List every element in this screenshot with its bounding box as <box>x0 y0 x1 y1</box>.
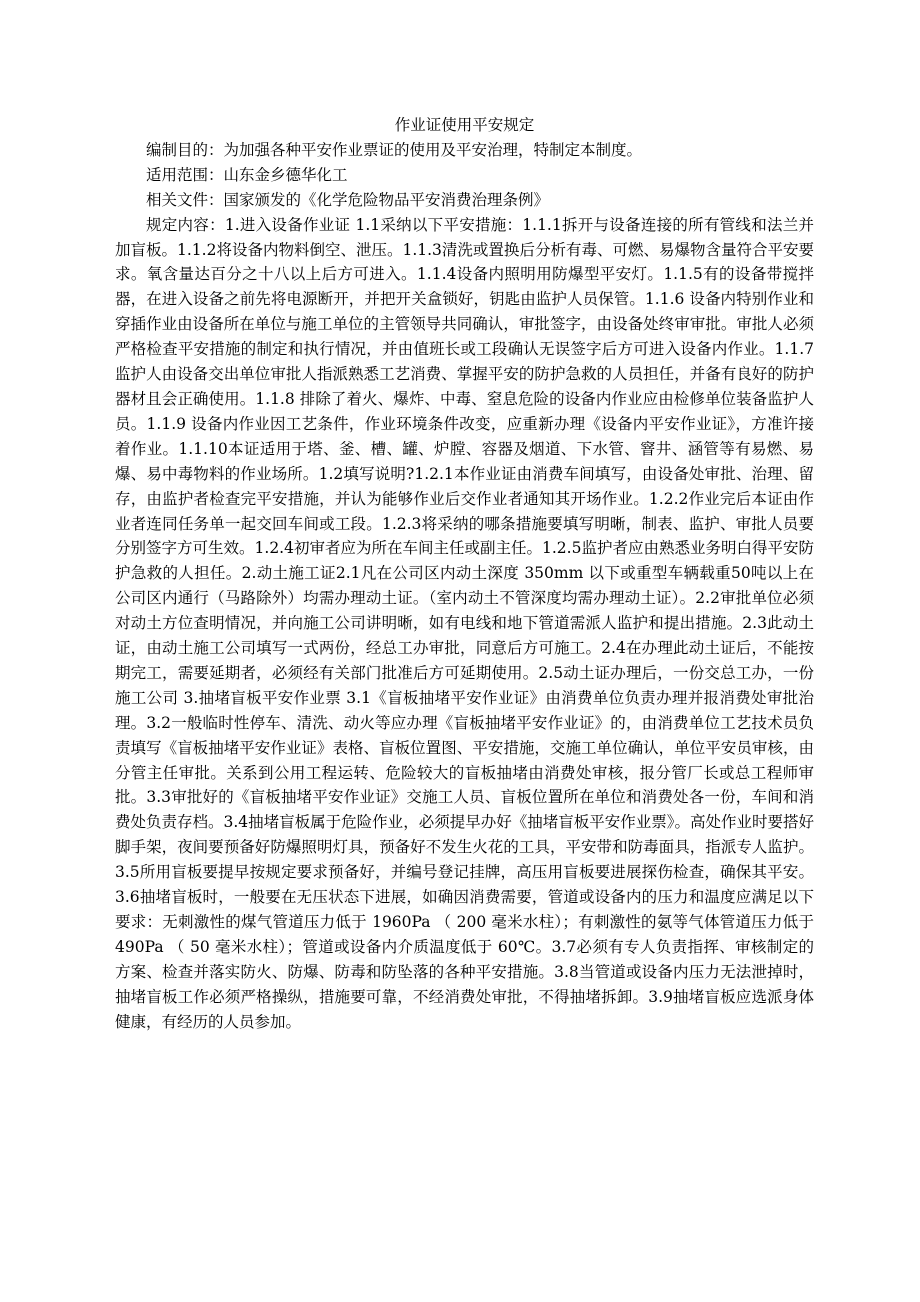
document-title: 作业证使用平安规定 <box>394 116 535 134</box>
regulation-content-paragraph: 规定内容：1.进入设备作业证 1.1采纳以下平安措施：1.1.1拆开与设备连接的所有管线和法兰并加盲板。1.1.2将设备内物料倒空、泄压。1.1.3清洗或置换后分析有毒、可燃、易爆物含量符合平安要求。氧含量达百分之十八以上后方可进入。1.1.4设备内照明用防爆型平安灯。1.1.5有的设备带搅拌器，在进入设备之前先将电源断开，并把开关盒锁好，钥匙由监护人员保管。1.1.6 设备内特别作业和穿插作业由设备所在单位与施工单位的主管领导共同确认，审批签字，由设备处终审审批。审批人必须严格检查平安措施的制定和执行情况，并由值班长或工段确认无误签字后方可进入设备内作业。1.1.7 监护人由设备交出单位审批人指派熟悉工艺消费、掌握平安的防护急救的人员担任，并备有良好的防护器材且会正确使用。1.1.8 排除了着火、爆炸、中毒、窒息危险的设备内作业应由检修单位装备监护人员。1.1.9 设备内作业因工艺条件，作业环境条件改变，应重新办理《设备内平安作业证》，方准许接着作业。1.1.10本证适用于塔、釜、槽、罐、炉膛、容器及烟道、下水管、窨井、涵管等有易燃、易爆、易中毒物料的作业场所。1.2填写说明?1.2.1本作业证由消费车间填写，由设备处审批、治理、留存，由监护者检查完平安措施，并认为能够作业后交作业者通知其开场作业。1.2.2作业完后本证由作业者连同任务单一起交回车间或工段。1.2.3将采纳的哪条措施要填写明晰，制表、监护、审批人员要分别签字方可生效。1.2.4初审者应为所在车间主任或副主任。1.2.5监护者应由熟悉业务明白得平安防护急救的人担任。2.动土施工证2.1凡在公司区内动土深度 350mm 以下或重型车辆载重50吨以上在公司区内通行（马路除外）均需办理动土证。（室内动土不管深度均需办理动土证）。2.2审批单位必须对动土方位查明情况，并向施工公司讲明晰，如有电线和地下管道需派人监护和提出措施。2.3此动土证，由动土施工公司填写一式两份，经总工办审批，同意后方可施工。2.4在办理此动土证后，不能按期完工，需要延期者，必须经有关部门批准后方可延期使用。2.5动土证办理后，一份交总工办，一份施工公司 3.抽堵盲板平安作业票 3.1《盲板抽堵平安作业证》由消费单位负责办理并报消费处审批治理。3.2一般临时性停车、清洗、动火等应办理《盲板抽堵平安作业证》的，由消费单位工艺技术员负责填写《盲板抽堵平安作业证》表格、盲板位置图、平安措施，交施工单位确认，单位平安员审核，由分管主任审批。关系到公用工程运转、危险较大的盲板抽堵由消费处审核，报分管厂长或总工程师审批。3.3审批好的《盲板抽堵平安作业证》交施工人员、盲板位置所在单位和消费处各一份，车间和消费处负责存档。3.4抽堵盲板属于危险作业，必须提早办好《抽堵盲板平安作业票》。高处作业时要搭好脚手架，夜间要预备好防爆照明灯具，预备好不发生火花的工具，平安带和防毒面具，指派专人监护。3.5所用盲板要提早按规定要求预备好，并编号登记挂牌，高压用盲板要进展探伤检查，确保其平安。3.6抽堵盲板时，一般要在无压状态下进展，如确因消费需要，管道或设备内的压力和温度应满足以下要求：无刺激性的煤气管道压力低于 1960Pa （ 200 毫米水柱）；有刺激性的氨等气体管道压力低于 490Pa （ 50 毫米水柱）；管道或设备内介质温度低于 60℃。3.7必须有专人负责指挥、审核制定的方案、检查并落实防火、防爆、防毒和防坠落的各种平安措施。3.8当管道或设备内压力无法泄掉时，抽堵盲板工作必须严格操纵，措施要可靠，不经消费处审批，不得抽堵拆卸。3.9抽堵盲板应选派身体健康，有经历的人员参加。 <box>115 215 814 1031</box>
document-body <box>115 113 814 1035</box>
purpose-paragraph: 编制目的：为加强各种平安作业票证的使用及平安治理，特制定本制度。 <box>146 140 643 159</box>
scope-paragraph: 适用范围：山东金乡德华化工 <box>146 165 348 184</box>
related-documents-paragraph: 相关文件：国家颁发的《化学危险物品平安消费治理条例》 <box>146 190 550 209</box>
